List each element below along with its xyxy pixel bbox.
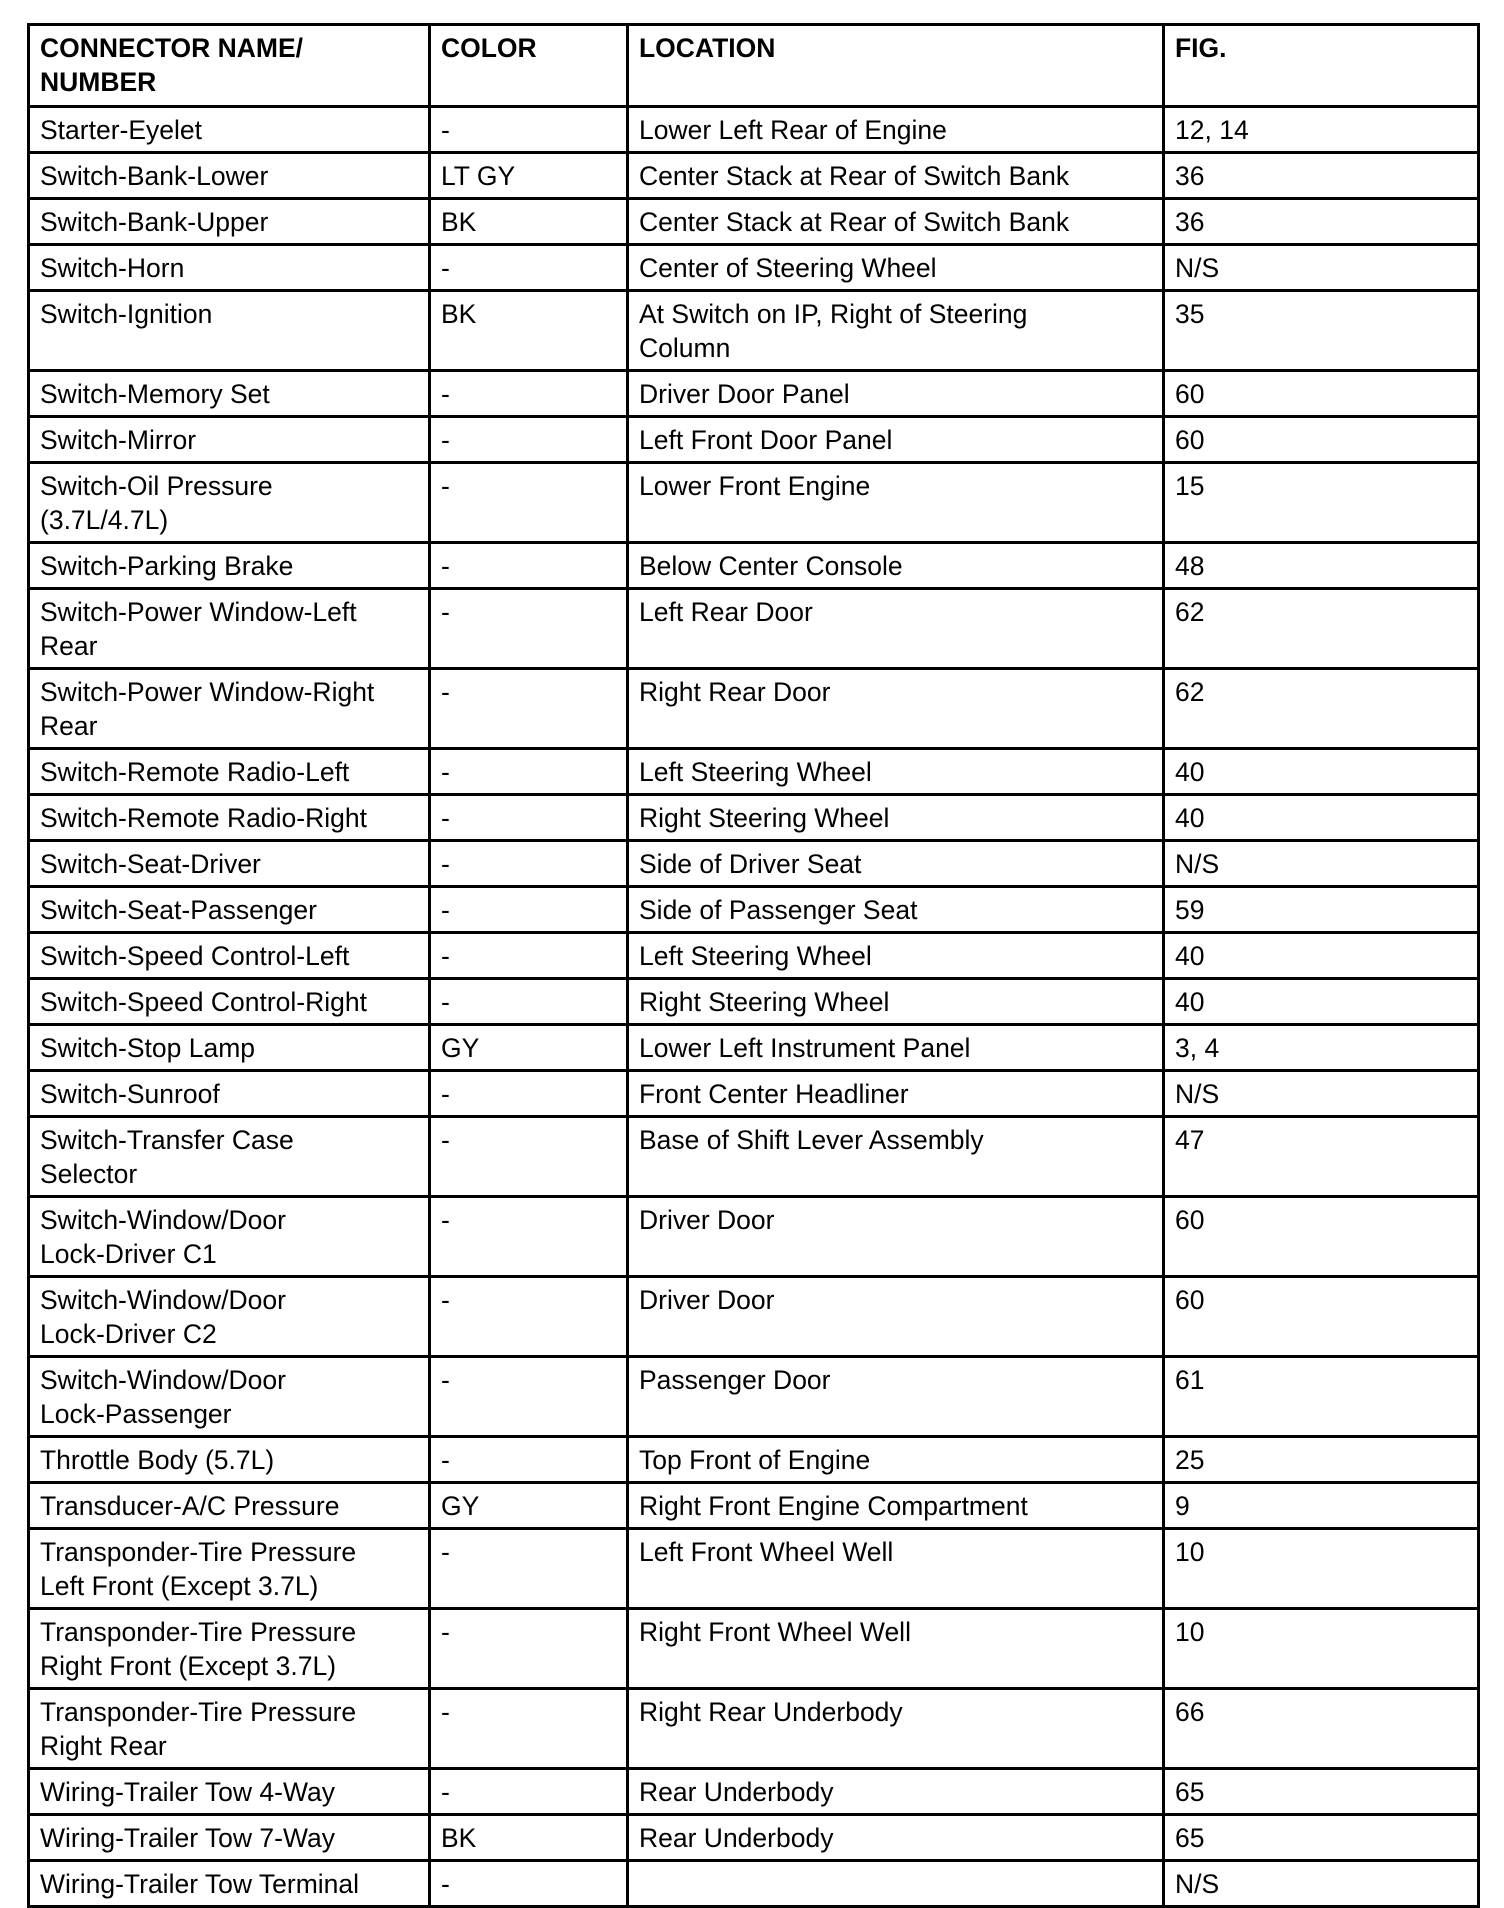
color-cell: - <box>430 1689 628 1769</box>
color-cell: - <box>430 107 628 153</box>
fig-cell: 60 <box>1164 371 1479 417</box>
color-cell: - <box>430 1117 628 1197</box>
connector-name-cell: Transponder-Tire Pressure Right Rear <box>29 1689 430 1769</box>
color-cell: - <box>430 1197 628 1277</box>
connector-name-cell: Switch-Speed Control-Right <box>29 979 430 1025</box>
fig-cell: 40 <box>1164 749 1479 795</box>
connector-name-cell: Switch-Oil Pressure (3.7L/4.7L) <box>29 463 430 543</box>
color-cell: - <box>430 1609 628 1689</box>
location-cell: Driver Door <box>628 1277 1164 1357</box>
fig-cell: 15 <box>1164 463 1479 543</box>
fig-cell: N/S <box>1164 1071 1479 1117</box>
location-cell: Right Steering Wheel <box>628 795 1164 841</box>
fig-cell: 36 <box>1164 153 1479 199</box>
location-cell: Front Center Headliner <box>628 1071 1164 1117</box>
location-cell: Left Steering Wheel <box>628 749 1164 795</box>
color-cell: - <box>430 933 628 979</box>
location-cell: Center of Steering Wheel <box>628 245 1164 291</box>
connector-name-cell: Wiring-Trailer Tow 7-Way <box>29 1815 430 1861</box>
fig-cell: N/S <box>1164 1861 1479 1907</box>
header-fig: FIG. <box>1164 25 1479 107</box>
color-cell: - <box>430 543 628 589</box>
table-row <box>29 841 1479 887</box>
color-cell: BK <box>430 199 628 245</box>
color-cell: - <box>430 1071 628 1117</box>
fig-cell: 40 <box>1164 933 1479 979</box>
location-cell: Left Front Wheel Well <box>628 1529 1164 1609</box>
color-cell: - <box>430 1861 628 1907</box>
header-connector-name: CONNECTOR NAME/ NUMBER <box>29 25 430 107</box>
connector-name-cell: Starter-Eyelet <box>29 107 430 153</box>
color-cell: - <box>430 1437 628 1483</box>
fig-cell: 60 <box>1164 1277 1479 1357</box>
connector-name-cell: Switch-Ignition <box>29 291 430 371</box>
location-cell: Left Rear Door <box>628 589 1164 669</box>
connector-name-cell: Transponder-Tire Pressure Left Front (Except 3.7L) <box>29 1529 430 1609</box>
location-cell: Lower Left Instrument Panel <box>628 1025 1164 1071</box>
color-cell: GY <box>430 1483 628 1529</box>
connector-name-cell: Switch-Window/Door Lock-Driver C1 <box>29 1197 430 1277</box>
connector-name-cell: Switch-Parking Brake <box>29 543 430 589</box>
location-cell: Center Stack at Rear of Switch Bank <box>628 199 1164 245</box>
location-cell: Side of Driver Seat <box>628 841 1164 887</box>
connector-name-cell: Switch-Window/Door Lock-Passenger <box>29 1357 430 1437</box>
location-cell: At Switch on IP, Right of Steering Column <box>628 291 1164 371</box>
connector-name-cell: Throttle Body (5.7L) <box>29 1437 430 1483</box>
connector-name-cell: Wiring-Trailer Tow Terminal <box>29 1861 430 1907</box>
connector-name-cell: Switch-Transfer Case Selector <box>29 1117 430 1197</box>
table-row <box>29 1357 1479 1437</box>
fig-cell: 59 <box>1164 887 1479 933</box>
location-cell: Right Front Engine Compartment <box>628 1483 1164 1529</box>
fig-cell: N/S <box>1164 841 1479 887</box>
table-row <box>29 795 1479 841</box>
header-color: COLOR <box>430 25 628 107</box>
location-cell: Base of Shift Lever Assembly <box>628 1117 1164 1197</box>
fig-cell: 3, 4 <box>1164 1025 1479 1071</box>
location-cell: Rear Underbody <box>628 1815 1164 1861</box>
fig-cell: N/S <box>1164 245 1479 291</box>
connector-name-cell: Switch-Bank-Upper <box>29 199 430 245</box>
location-cell: Driver Door Panel <box>628 371 1164 417</box>
connector-name-cell: Switch-Sunroof <box>29 1071 430 1117</box>
table-row <box>29 371 1479 417</box>
location-cell <box>628 1861 1164 1907</box>
fig-cell: 10 <box>1164 1609 1479 1689</box>
fig-cell: 25 <box>1164 1437 1479 1483</box>
location-cell: Right Rear Underbody <box>628 1689 1164 1769</box>
color-cell: - <box>430 417 628 463</box>
location-cell: Side of Passenger Seat <box>628 887 1164 933</box>
header-row <box>29 25 1479 107</box>
table-row <box>29 1861 1479 1907</box>
location-cell: Lower Front Engine <box>628 463 1164 543</box>
fig-cell: 40 <box>1164 795 1479 841</box>
location-cell: Right Front Wheel Well <box>628 1609 1164 1689</box>
connector-name-cell: Transponder-Tire Pressure Right Front (Except 3.7L) <box>29 1609 430 1689</box>
table-row <box>29 417 1479 463</box>
color-cell: - <box>430 1357 628 1437</box>
table-row <box>29 1483 1479 1529</box>
color-cell: - <box>430 841 628 887</box>
table-row <box>29 589 1479 669</box>
fig-cell: 12, 14 <box>1164 107 1479 153</box>
fig-cell: 65 <box>1164 1769 1479 1815</box>
location-cell: Right Rear Door <box>628 669 1164 749</box>
fig-cell: 48 <box>1164 543 1479 589</box>
location-cell: Center Stack at Rear of Switch Bank <box>628 153 1164 199</box>
fig-cell: 65 <box>1164 1815 1479 1861</box>
color-cell: BK <box>430 291 628 371</box>
table-row <box>29 1025 1479 1071</box>
fig-cell: 61 <box>1164 1357 1479 1437</box>
fig-cell: 62 <box>1164 669 1479 749</box>
table-row <box>29 153 1479 199</box>
color-cell: - <box>430 979 628 1025</box>
color-cell: - <box>430 887 628 933</box>
connector-name-cell: Switch-Bank-Lower <box>29 153 430 199</box>
color-cell: - <box>430 795 628 841</box>
table-row <box>29 291 1479 371</box>
color-cell: - <box>430 669 628 749</box>
color-cell: - <box>430 463 628 543</box>
location-cell: Left Steering Wheel <box>628 933 1164 979</box>
table-row <box>29 1277 1479 1357</box>
table-row <box>29 749 1479 795</box>
fig-cell: 62 <box>1164 589 1479 669</box>
color-cell: - <box>430 371 628 417</box>
location-cell: Right Steering Wheel <box>628 979 1164 1025</box>
color-cell: - <box>430 589 628 669</box>
table-body <box>29 107 1479 1907</box>
fig-cell: 47 <box>1164 1117 1479 1197</box>
connector-name-cell: Switch-Remote Radio-Right <box>29 795 430 841</box>
connector-name-cell: Switch-Seat-Passenger <box>29 887 430 933</box>
table-row <box>29 199 1479 245</box>
table-row <box>29 245 1479 291</box>
color-cell: BK <box>430 1815 628 1861</box>
fig-cell: 35 <box>1164 291 1479 371</box>
table-row <box>29 933 1479 979</box>
fig-cell: 36 <box>1164 199 1479 245</box>
table-row <box>29 1769 1479 1815</box>
table-row <box>29 543 1479 589</box>
table-row <box>29 887 1479 933</box>
connector-name-cell: Switch-Seat-Driver <box>29 841 430 887</box>
color-cell: - <box>430 749 628 795</box>
fig-cell: 40 <box>1164 979 1479 1025</box>
table-row <box>29 669 1479 749</box>
color-cell: - <box>430 245 628 291</box>
connector-name-cell: Switch-Power Window-Left Rear <box>29 589 430 669</box>
location-cell: Left Front Door Panel <box>628 417 1164 463</box>
connector-name-cell: Switch-Power Window-Right Rear <box>29 669 430 749</box>
table-row <box>29 1689 1479 1769</box>
connector-name-cell: Switch-Mirror <box>29 417 430 463</box>
fig-cell: 66 <box>1164 1689 1479 1769</box>
connector-name-cell: Switch-Window/Door Lock-Driver C2 <box>29 1277 430 1357</box>
color-cell: GY <box>430 1025 628 1071</box>
header-location: LOCATION <box>628 25 1164 107</box>
fig-cell: 9 <box>1164 1483 1479 1529</box>
fig-cell: 10 <box>1164 1529 1479 1609</box>
table-row <box>29 1609 1479 1689</box>
connector-table <box>27 23 1480 1908</box>
table-row <box>29 1071 1479 1117</box>
fig-cell: 60 <box>1164 1197 1479 1277</box>
connector-name-cell: Switch-Remote Radio-Left <box>29 749 430 795</box>
fig-cell: 60 <box>1164 417 1479 463</box>
connector-name-cell: Switch-Memory Set <box>29 371 430 417</box>
connector-name-cell: Switch-Speed Control-Left <box>29 933 430 979</box>
location-cell: Driver Door <box>628 1197 1164 1277</box>
color-cell: - <box>430 1769 628 1815</box>
color-cell: - <box>430 1277 628 1357</box>
table-row <box>29 463 1479 543</box>
table-row <box>29 1197 1479 1277</box>
color-cell: LT GY <box>430 153 628 199</box>
connector-name-cell: Transducer-A/C Pressure <box>29 1483 430 1529</box>
table-row <box>29 979 1479 1025</box>
location-cell: Lower Left Rear of Engine <box>628 107 1164 153</box>
location-cell: Passenger Door <box>628 1357 1164 1437</box>
table-row <box>29 1437 1479 1483</box>
table-row <box>29 1529 1479 1609</box>
location-cell: Top Front of Engine <box>628 1437 1164 1483</box>
connector-name-cell: Switch-Stop Lamp <box>29 1025 430 1071</box>
table-row <box>29 1117 1479 1197</box>
connector-name-cell: Switch-Horn <box>29 245 430 291</box>
location-cell: Rear Underbody <box>628 1769 1164 1815</box>
table-row <box>29 1815 1479 1861</box>
connector-name-cell: Wiring-Trailer Tow 4-Way <box>29 1769 430 1815</box>
color-cell: - <box>430 1529 628 1609</box>
location-cell: Below Center Console <box>628 543 1164 589</box>
table-row <box>29 107 1479 153</box>
